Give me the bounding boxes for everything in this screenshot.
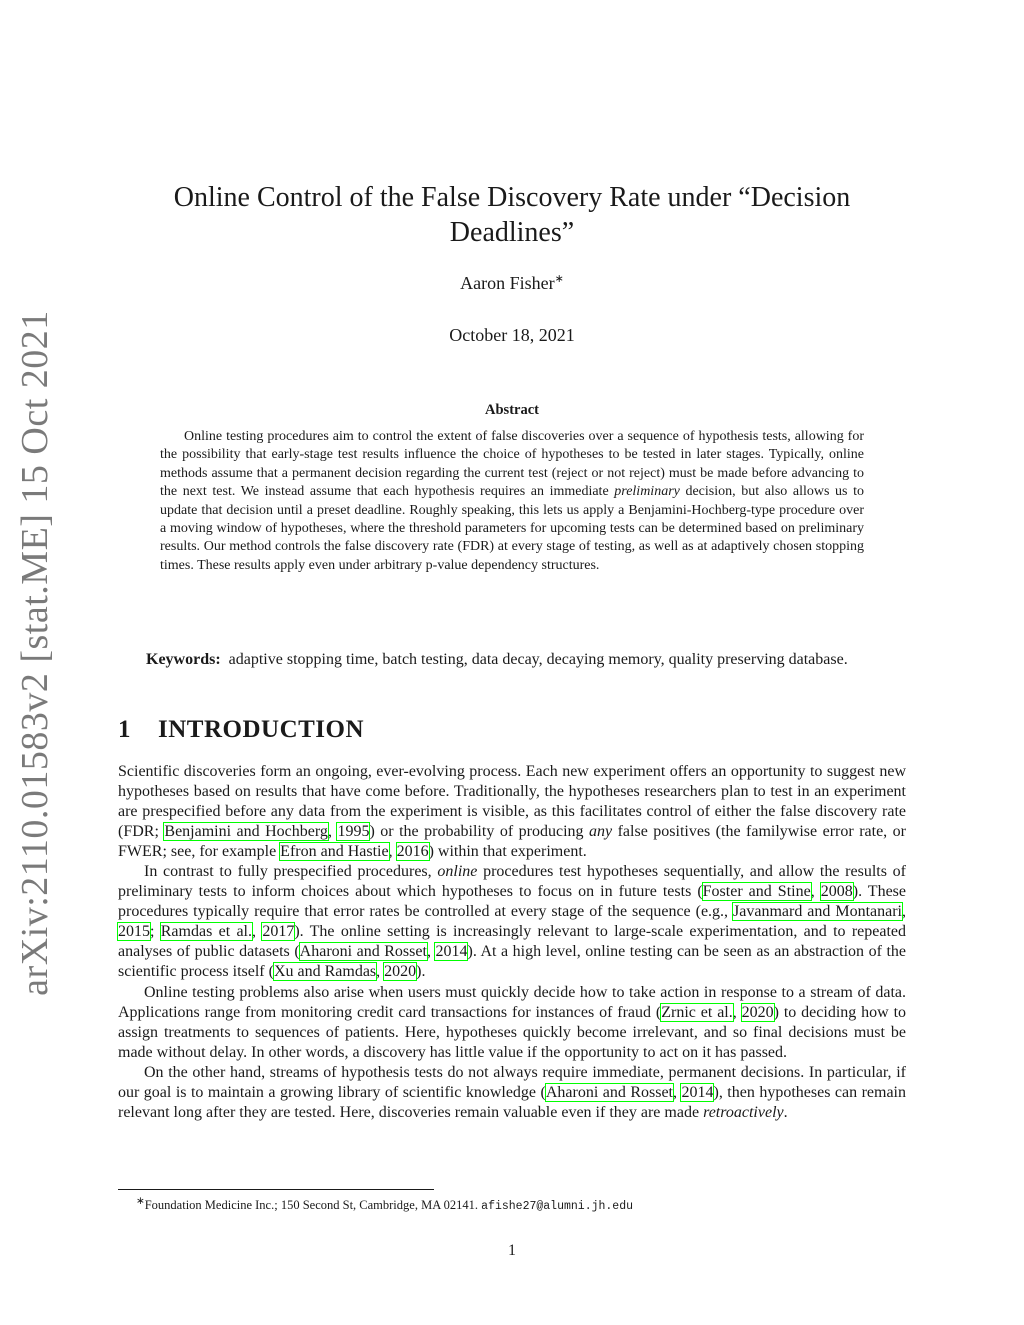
keywords-line — [118, 650, 906, 670]
abstract-heading: Abstract — [485, 402, 539, 418]
citation-link[interactable]: Foster and Stine — [702, 883, 811, 901]
citation-year-link[interactable]: 2014 — [681, 1083, 714, 1101]
page-number: 1 — [508, 1242, 516, 1259]
body-text — [118, 762, 906, 1123]
paper-title: Online Control of the False Discovery Rate under “Decision Deadlines” — [173, 182, 851, 248]
paragraph-1: Scientific discoveries form an ongoing, ever-evolving process. Each new experiment offers an opportunity to suggest new hypotheses based on results that have come before. Traditionally, the hypotheses researchers plan to test in an experiment are prespecified before any data from the experiment is visible, as this facilitates control of either the false discovery rate (FDR; Benjamini and Hochberg, 1995) or the probability of producing any false positives (the familywise error rate, or FWER; see, for example Efron and Hastie, 2016) within that experiment. — [118, 763, 906, 861]
citation-year-link[interactable]: 2017 — [262, 923, 295, 941]
citation-link[interactable]: Ramdas et al. — [160, 923, 252, 941]
citation-year-link[interactable]: 2020 — [741, 1003, 774, 1021]
footnote — [118, 1194, 906, 1215]
abstract-text: Online testing procedures aim to control the extent of false discoveries over a sequence of hypothesis tests, allowing for the possibility that early-stage test results influence the choice of hypotheses to be tested in later stages. Typically, online methods assume that a permanent decision regarding the current test (reject or not reject) must be made before advancing to the next test. We instead assume that each hypothesis requires an immediate preliminary decision, but also allows us to update that decision until a preset deadline. Roughly speaking, this lets us apply a Benjamini-Hochberg-type procedure over a moving window of hypotheses, where the threshold parameters for upcoming tests can be determined based on preliminary results. Our method controls the false discovery rate (FDR) at every stage of testing, as well as at adaptively chosen stopping times. These results apply even under arbitrary p-value dependency structures. — [160, 429, 864, 573]
citation-link[interactable]: Zrnic et al. — [661, 1003, 733, 1021]
citation-year-link[interactable]: 2016 — [396, 843, 429, 861]
paper-date: October 18, 2021 — [449, 325, 575, 345]
keywords-text: adaptive stopping time, batch testing, data decay, decaying memory, quality preserving database. — [228, 651, 848, 668]
emphasis: retroactively — [703, 1103, 784, 1121]
citation-link[interactable]: Xu and Ramdas — [273, 963, 377, 981]
citation-link[interactable]: Javanmard and Montanari — [733, 903, 902, 921]
paragraph-3: Online testing problems also arise when users must quickly decide how to take action in response to a stream of data. Applications range from monitoring credit card transactions for instances of fraud (Zrnic et al., 2020) to deciding how to assign treatments to sequences of patients. Here, hypotheses quickly become irrelevant, and so final decisions must be made without delay. In other words, a discovery has little value if the opportunity to act on it has passed. — [118, 983, 907, 1061]
citation-link[interactable]: Benjamini and Hochberg — [164, 823, 328, 841]
footnote-mark: ∗ — [136, 1196, 145, 1207]
citation-link[interactable]: Aharoni and Rosset — [545, 1083, 673, 1101]
citation-year-link[interactable]: 2014 — [435, 943, 468, 961]
author-name: Aaron Fisher — [460, 273, 555, 293]
paragraph-4: On the other hand, streams of hypothesis tests do not always require immediate, permanent decisions. In particular, if our goal is to maintain a growing library of scientific knowledge (Aharoni and Rosset, 2014), then hypotheses can remain relevant long after they are tested. Here, discoveries remain valuable even if they are made retroactively. — [118, 1063, 907, 1121]
emphasis: online — [437, 863, 478, 881]
section-title: INTRODUCTION — [158, 716, 365, 743]
author-line — [0, 272, 1024, 294]
author-email-link[interactable]: afishe27@alumni.jh.edu — [481, 1200, 633, 1214]
citation-link[interactable]: Efron and Hastie — [280, 843, 389, 861]
abstract-emphasis: preliminary — [614, 484, 680, 500]
section-number: 1 — [118, 716, 131, 743]
citation-year-link[interactable]: 1995 — [337, 823, 370, 841]
paragraph-2: In contrast to fully prespecified procedures, online procedures test hypotheses sequentially, and allow the results of preliminary tests to inform choices about which hypotheses to focus on in future tests (Foster and Stine, 2008). These procedures typically require that error rates be controlled at every stage of the sequence (e.g., Javanmard and Montanari, 2015; Ramdas et al., 2017). The online setting is increasingly relevant to large-scale experimentation, and to repeated analyses of public datasets (Aharoni and Rosset, 2014). At a high level, online testing can be seen as an abstraction of the scientific process itself (Xu and Ramdas, 2020). — [118, 863, 907, 981]
citation-year-link[interactable]: 2008 — [820, 883, 853, 901]
keywords-label: Keywords: — [146, 651, 221, 668]
citation-year-link[interactable]: 2015 — [118, 923, 150, 941]
section-heading — [118, 716, 818, 744]
citation-link[interactable]: Aharoni and Rosset — [299, 943, 427, 961]
emphasis: any — [589, 823, 613, 841]
footnote-rule — [118, 1189, 434, 1190]
footnote-text: Foundation Medicine Inc.; 150 Second St, Cambridge, MA 02141. — [144, 1198, 482, 1213]
author-footnote-mark[interactable]: ∗ — [554, 273, 564, 285]
citation-year-link[interactable]: 2020 — [384, 963, 417, 981]
arxiv-side-stamp — [0, 310, 70, 996]
arxiv-identifier: arXiv:2110.01583v2 [stat.ME] 15 Oct 2021 — [14, 310, 56, 996]
